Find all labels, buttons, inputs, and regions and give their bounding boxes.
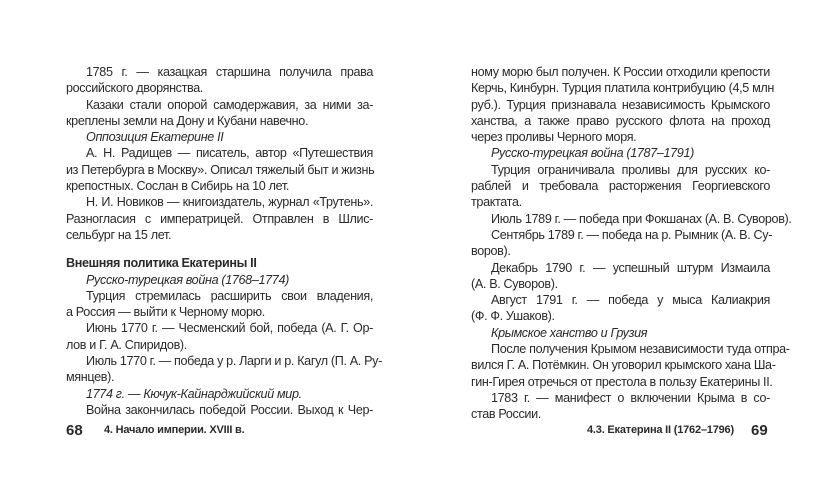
- text-line: Сентябрь 1789 г. — победа на р. Рымник (А. В. Су-: [491, 227, 773, 242]
- text-line: Внешняя политика Екатерины II: [66, 256, 257, 271]
- paragraph: [471, 211, 792, 227]
- paragraph: [471, 341, 790, 390]
- text-line: ханства, а также право русского флота на проход: [471, 113, 770, 128]
- text-line: крепостных. Сослан в Сибирь на 10 лет.: [66, 179, 290, 194]
- text-line: лов и Г. А. Спиридов).: [66, 337, 187, 352]
- text-line: Крымское ханство и Грузия: [491, 325, 648, 340]
- paragraph: [471, 390, 770, 423]
- paragraph: [66, 97, 373, 130]
- right-page-text: [471, 64, 792, 423]
- text-line: став России.: [471, 407, 541, 422]
- text-line: креплены земли на Дону и Кубани навечно.: [66, 113, 309, 128]
- text-line: Керчь, Кинбурн. Турция платила контрибуцию (4,5 млн: [471, 81, 774, 96]
- paragraph: [471, 64, 774, 145]
- text-line: раблей и требовала расторжения Георгиевского: [471, 179, 770, 194]
- text-line: Н. И. Новиков — книгоиздатель, журнал «Трутень».: [86, 195, 373, 210]
- text-line: (Ф. Ф. Ушаков).: [471, 309, 555, 324]
- text-line: Декабрь 1790 г. — успешный штурм Измаила: [491, 260, 770, 275]
- paragraph: [66, 64, 373, 97]
- right-page-number: 69: [751, 422, 768, 439]
- text-line: 1774 г. — Кючук-Кайнарджийский мир.: [86, 386, 302, 401]
- text-line: а Россия — выйти к Черному морю.: [66, 305, 265, 320]
- paragraph: [66, 145, 373, 194]
- section-gap: [66, 243, 373, 255]
- text-line: Война закончилась победой России. Выход к Чер-: [86, 402, 373, 417]
- paragraph: [66, 288, 373, 321]
- left-page-text: [66, 64, 382, 418]
- paragraph: [66, 320, 373, 353]
- paragraph: [471, 162, 770, 211]
- text-line: Русско-турецкая война (1787–1791): [491, 146, 694, 161]
- paragraph: [471, 292, 770, 325]
- text-line: После получения Крымом независимости туда отпра-: [491, 342, 790, 357]
- paragraph: [66, 353, 382, 386]
- text-line: ному морю был получен. К России отходили крепости: [471, 65, 770, 79]
- text-line: трактата.: [471, 195, 522, 210]
- text-line: 1783 г. — манифест о включении Крыма в со-: [491, 390, 770, 405]
- text-line: вился Г. А. Потёмкин. Он уговорил крымского хана Ша-: [471, 358, 776, 373]
- text-line: Турция стремилась расширить свои владения,: [86, 288, 373, 303]
- text-line: А. Н. Радищев — писатель, автор «Путешествия: [86, 146, 373, 161]
- text-line: Июль 1770 г. — победа у р. Ларги и р. Кагул (П. А. Ру-: [86, 354, 382, 369]
- text-line: Июль 1789 г. — победа при Фокшанах (А. В. Суворов).: [491, 211, 792, 226]
- text-line: российского дворянства.: [66, 81, 204, 96]
- text-line: Турция ограничивала проливы для русских ко-: [491, 162, 770, 177]
- text-line: Оппозиция Екатерине II: [86, 130, 224, 145]
- left-running-title: 4. Начало империи. XVIII в.: [104, 424, 245, 436]
- paragraph: [471, 227, 773, 260]
- text-line: (А. В. Суворов).: [471, 276, 558, 291]
- text-line: Казаки стали опорой самодержавия, за ними за-: [86, 97, 373, 112]
- right-running-title: 4.3. Екатерина II (1762–1796): [587, 424, 734, 436]
- text-line: руб.). Турция признавала независимость Крымского: [471, 97, 770, 112]
- section-heading: [66, 255, 373, 271]
- paragraph: [66, 194, 373, 243]
- paragraph: [471, 260, 770, 293]
- text-line: из Петербурга в Москву». Описал тяжелый быт и жизнь: [66, 162, 375, 177]
- text-line: воров).: [471, 244, 511, 259]
- text-line: через проливы Черного моря.: [471, 130, 637, 145]
- text-line: мянцев).: [66, 370, 115, 385]
- left-page-number: 68: [66, 422, 83, 439]
- subheading: [471, 325, 770, 341]
- text-line: Август 1791 г. — победа у мыса Калиакрия: [491, 293, 770, 308]
- subheading: [471, 145, 770, 161]
- text-line: сельбург на 15 лет.: [66, 227, 172, 242]
- subheading: [66, 129, 373, 145]
- text-line: гин-Гирея отречься от престола в пользу Екатерины II.: [471, 374, 773, 389]
- text-line: Русско-турецкая война (1768–1774): [86, 272, 289, 287]
- text-line: Июнь 1770 г. — Чесменский бой, победа (А. Г. Ор-: [86, 321, 373, 336]
- subheading: [66, 272, 373, 288]
- paragraph: [66, 402, 373, 418]
- subheading: [66, 386, 373, 402]
- text-line: 1785 г. — казацкая старшина получила права: [86, 65, 373, 79]
- text-line: Разногласия с императрицей. Отправлен в Шлис-: [66, 211, 373, 226]
